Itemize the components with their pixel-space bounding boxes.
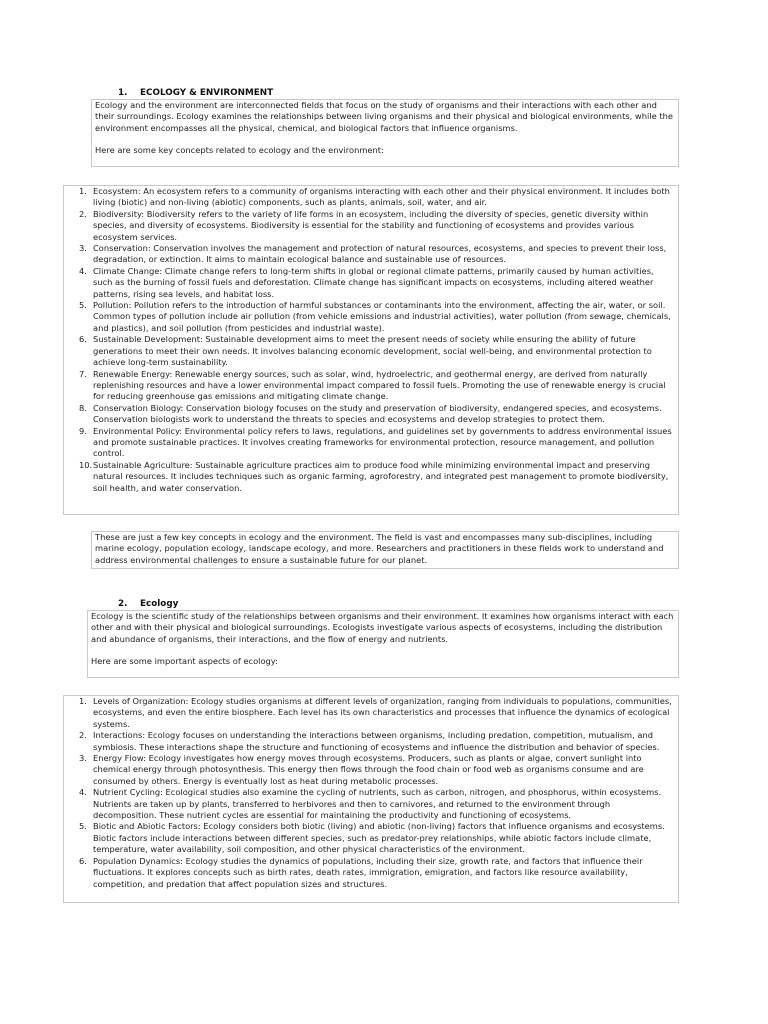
list-item-number: 4. (79, 787, 87, 798)
list-item-text: Biodiversity: Biodiversity refers to the variety of life forms in an ecosystem, including the diversity of species, genetic diversity within species, and diversity of ecosystems. Biodiversity is essential for the stability and functioning of ecosystems and provides various ecosystem services. (93, 208, 649, 242)
list-item (64, 209, 678, 243)
list-item-text: Pollution: Pollution refers to the introduction of harmful substances or contaminants into the environment, affecting the air, water, or soil. Common types of pollution include air pollution (from vehicle emissions and industrial activities), water pollution (from sewage, chemicals, and plastics), and soil pollution (from pesticides and industrial waste). (93, 300, 671, 333)
list-item (64, 426, 678, 460)
section-1-heading (118, 88, 273, 99)
section-2-lead: Here are some important aspects of ecology: (91, 656, 278, 667)
list-item-text: Ecosystem: An ecosystem refers to a community of organisms interacting with each other and their physical environment. It includes both living (biotic) and non-living (abiotic) components, such as plants, animals, soil, water, and air. (93, 186, 670, 208)
section-1-list (63, 185, 679, 515)
list-item-number: 9. (79, 425, 87, 436)
list-item-text: Nutrient Cycling: Ecological studies also examine the cycling of nutrients, such as carbon, nitrogen, and phosphorus, within ecosystems. Nutrients are taken up by plants, transferred to herbivores and then to carnivores, and returned to the environment through decomposition. These nutrient cycles are essential for maintaining the productivity and functioning of ecosystems. (93, 787, 662, 821)
section-2-number: 2. (118, 599, 128, 609)
list-item-number: 6. (79, 855, 87, 866)
list-item-number: 8. (79, 402, 87, 413)
list-item-text: Sustainable Agriculture: Sustainable agriculture practices aim to produce food while minimizing environmental impact and preserving natural resources. It includes techniques such as organic farming, agroforestry, and integrated pest management to promote biodiversity, soil health, and water conservation. (93, 459, 669, 493)
list-item (64, 460, 678, 494)
section-1-intro: Ecology and the environment are interconnected fields that focus on the study of organisms and their interactions with each other and their surroundings. Ecology examines the relationships between living organisms and their physical and biological environments, while the environment encompasses all the physical, chemical, and biological factors that influence organisms. (95, 100, 673, 133)
list-item-text: Conservation Biology: Conservation biology focuses on the study and preservation of biodiversity, endangered species, and ecosystems. Conservation biologists work to understand the threats to species and ecosystems and develop strategies to protect them. (93, 402, 662, 425)
list-item-text: Environmental Policy: Environmental policy refers to laws, regulations, and guidelines set by governments to address environmental issues and promote sustainable practices. It involves creating frameworks for environmental protection, resource management, and pollution control. (93, 425, 672, 459)
list-item-text: Climate Change: Climate change refers to long-term shifts in global or regional climate patterns, primarily caused by human activities, such as the burning of fossil fuels and deforestation. Climate change has significant impacts on ecosystems, including altered weather patterns, rising sea levels, and habitat loss. (93, 265, 654, 299)
list-item-number: 5. (79, 300, 87, 311)
list-item-number: 5. (79, 821, 87, 832)
list-item-text: Interactions: Ecology focuses on understanding the interactions between organisms, including predation, competition, mutualism, and symbiosis. These interactions shape the structure and functioning of ecosystems and influence the distribution and behavior of species. (93, 730, 660, 752)
list-item (64, 266, 678, 300)
list-item (64, 369, 678, 403)
section-1-number: 1. (118, 88, 128, 98)
section-1-closing: These are just a few key concepts in ecology and the environment. The field is vast and encompasses many sub-disciplines, including marine ecology, population ecology, landscape ecology, and more. Researchers and practitioners in these fields work to understand and address environmental challenges to ensure a sustainable future for our planet. (95, 532, 664, 565)
list-item (64, 787, 678, 821)
list-item-number: 7. (79, 368, 87, 379)
section-2-heading (118, 599, 178, 610)
list-item (64, 403, 678, 426)
section-1-title: ECOLOGY & ENVIRONMENT (140, 88, 274, 98)
list-item-number: 4. (79, 265, 87, 276)
list-item-number: 2. (79, 208, 87, 219)
list-item (64, 243, 678, 266)
list-item-text: Levels of Organization: Ecology studies organisms at different levels of organization, ranging from individuals to populations, communities, ecosystems, and even the entire biosphere. Each level has its own characteristics and processes that influence the dynamics of ecological systems. (93, 696, 672, 729)
list-item-number: 1. (79, 696, 87, 706)
list-item (64, 856, 678, 890)
list-item (64, 186, 678, 209)
section-1-lead: Here are some key concepts related to ecology and the environment: (95, 145, 384, 156)
list-item-text: Energy Flow: Ecology investigates how energy moves through ecosystems. Producers, such as plants or algae, convert sunlight into chemical energy through photosynthesis. This energy then flows through the food chain or food web as organisms consume and are consumed by others. Energy is eventually lost as heat during metabolic processes. (93, 753, 644, 786)
list-item-text: Population Dynamics: Ecology studies the dynamics of populations, including their size, growth rate, and factors that influence their fluctuations. It explores concepts such as birth rates, death rates, immigration, emigration, and factors like resource availability, competition, and predation that affect population sizes and structures. (93, 855, 643, 889)
list-item (64, 696, 678, 730)
list-item (64, 753, 678, 787)
list-item-number: 3. (79, 243, 87, 254)
list-item-number: 2. (79, 730, 87, 741)
list-item (64, 821, 678, 855)
section-1-closing-box (91, 531, 679, 569)
list-item-text: Renewable Energy: Renewable energy sources, such as solar, wind, hydroelectric, and geothermal energy, are derived from naturally replenishing resources and have a lower environmental impact compared to fossil fuels. Promoting the use of renewable energy is crucial for reducing greenhouse gas emissions and mitigating climate change. (93, 368, 666, 402)
list-item-text: Conservation: Conservation involves the management and protection of natural resources, ecosystems, and species to prevent their loss, degradation, or extinction. It aims to maintain ecological balance and sustainable use of resources. (93, 243, 667, 265)
list-item-number: 3. (79, 753, 87, 764)
section-2-title: Ecology (140, 599, 179, 609)
list-item (64, 334, 678, 368)
section-2-intro-box (87, 610, 679, 678)
section-2-list (63, 695, 679, 903)
list-item-number: 1. (79, 186, 87, 196)
list-item-text: Biotic and Abiotic Factors: Ecology considers both biotic (living) and abiotic (non-living) factors that influence organisms and ecosystems. Biotic factors include interactions between different species, such as predator-prey relationships, while abiotic factors include climate, temperature, water availability, soil composition, and other physical characteristics of the environment. (93, 821, 665, 855)
list-item (64, 300, 678, 334)
section-2-intro: Ecology is the scientific study of the relationships between organisms and their environment. It examines how organisms interact with each other and with their physical and biological surroundings. Ecologists investigate various aspects of ecosystems, including the distribution and abundance of organisms, their interactions, and the flow of energy and nutrients. (91, 611, 674, 644)
section-1-intro-box (91, 99, 679, 167)
list-item-number: 6. (79, 334, 87, 345)
list-item-number: 10. (79, 459, 93, 470)
list-item (64, 730, 678, 753)
list-item-text: Sustainable Development: Sustainable development aims to meet the present needs of society while ensuring the ability of future generations to meet their own needs. It involves balancing economic development, social well-being, and environmental protection to achieve long-term sustainability. (93, 334, 652, 368)
